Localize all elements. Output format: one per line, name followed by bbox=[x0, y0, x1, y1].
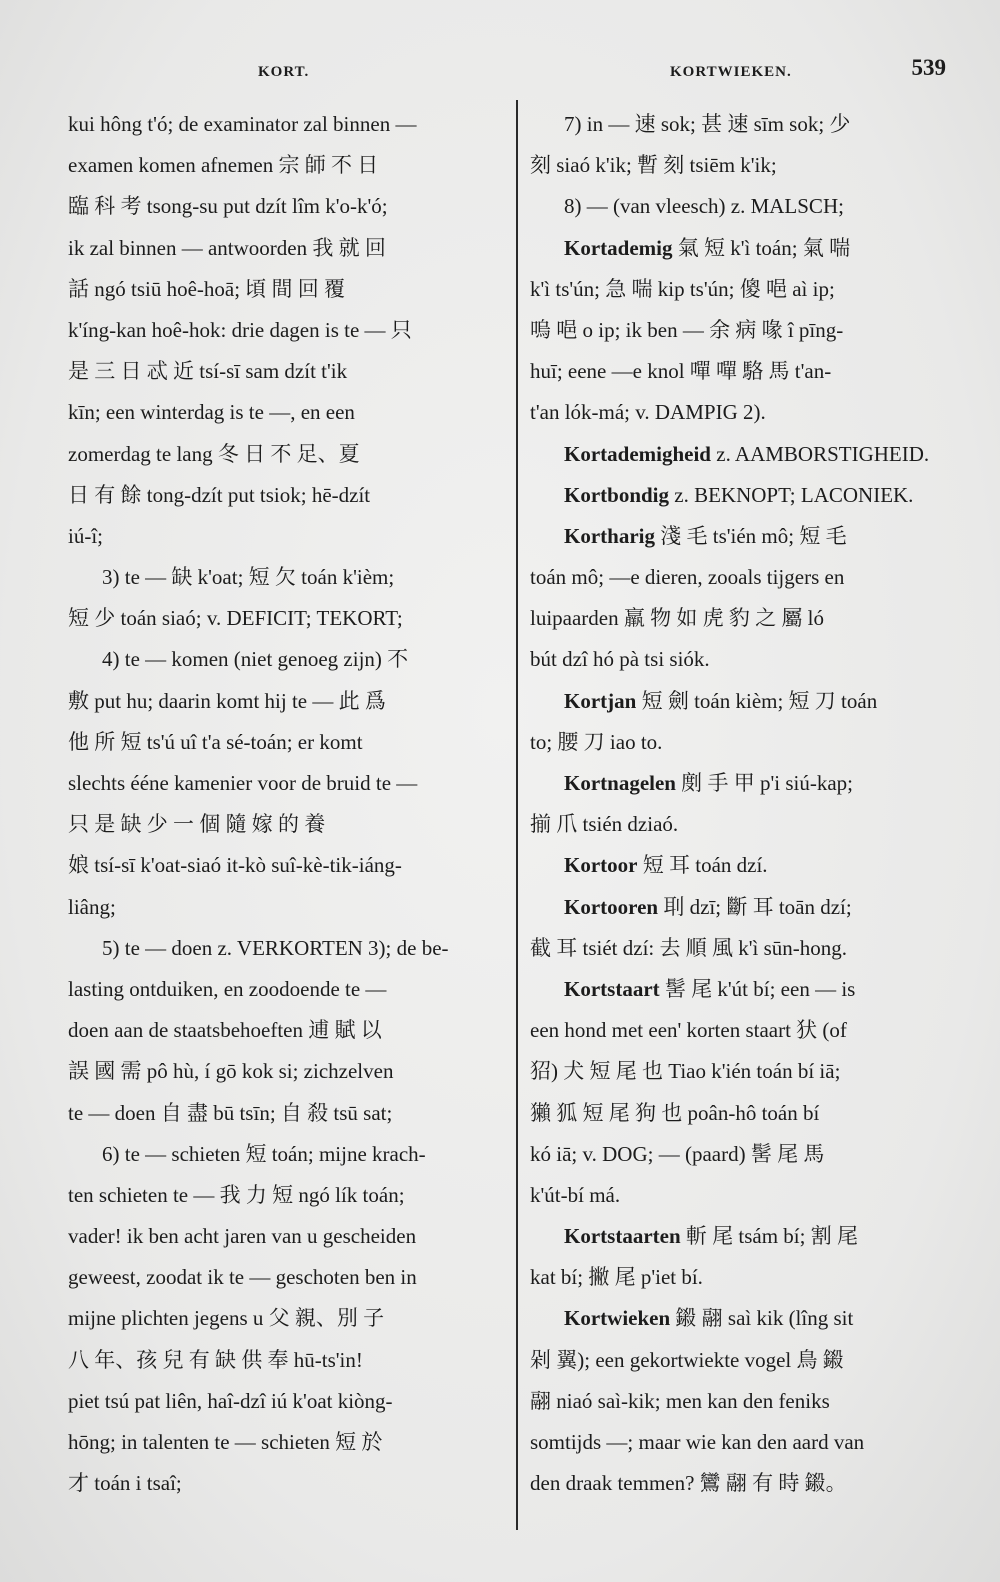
page-number: 539 bbox=[911, 55, 946, 80]
entry-text: z. AAMBORSTIGHEID. bbox=[711, 441, 930, 466]
entry-text: 氣 短 k'ì toán; 氣 喘 bbox=[672, 235, 851, 260]
text-line: 8) — (van vleesch) z. MALSCH; bbox=[564, 194, 844, 219]
text-line: bút dzî hó pà tsi siók. bbox=[530, 647, 710, 672]
text-line: 臨 科 考 tsong-su put dzít lîm k'o-k'ó; bbox=[68, 194, 388, 219]
entry-text: 斬 尾 tsám bí; 割 尾 bbox=[680, 1224, 858, 1249]
text-line: ten schieten te — 我 力 短 ngó lík toán; bbox=[68, 1182, 405, 1207]
text-line: hōng; in talenten te — schieten 短 於 bbox=[68, 1430, 383, 1454]
text-line: kat bí; 撇 尾 p'iet bí. bbox=[530, 1265, 703, 1290]
text-line bbox=[530, 845, 958, 886]
text-line: 誤 國 需 pô hù, í gō kok si; zichzelven bbox=[68, 1059, 394, 1084]
text-line: kó iā; v. DOG; — (paard) 髺 尾 馬 bbox=[530, 1141, 825, 1166]
text-line bbox=[530, 516, 958, 557]
text-line bbox=[530, 228, 958, 269]
text-line: 5) te — doen z. VERKORTEN 3); de be- bbox=[102, 935, 449, 960]
headword: Kortooren bbox=[564, 894, 659, 919]
headword: Kortstaarten bbox=[564, 1224, 681, 1249]
headword: Kortwieken bbox=[564, 1306, 671, 1331]
text-line: t'an lók-má; v. DAMPIG 2). bbox=[530, 400, 766, 425]
text-line: liâng; bbox=[68, 894, 116, 919]
text-line: 剁 翼); een gekortwiekte vogel 鳥 鎩 bbox=[530, 1347, 844, 1372]
text-line: kīn; een winterdag is te —, en een bbox=[68, 400, 355, 425]
text-line: 揃 爪 tsién dziaó. bbox=[530, 812, 679, 837]
text-line: den draak temmen? 鸞 翮 有 時 鎩。 bbox=[530, 1471, 847, 1496]
headword: Kortnagelen bbox=[564, 771, 676, 795]
text-line: vader! ik ben acht jaren van u gescheiden bbox=[68, 1224, 417, 1249]
text-line bbox=[530, 887, 958, 928]
text-line: slechts ééne kamenier voor de bruid te — bbox=[68, 771, 418, 795]
text-line: toán mô; —e dieren, zooals tijgers en bbox=[530, 565, 845, 590]
text-line bbox=[530, 434, 958, 475]
text-line: somtijds —; maar wie kan den aard van bbox=[530, 1430, 865, 1454]
text-line: 6) te — schieten 短 toán; mijne krach- bbox=[102, 1141, 426, 1166]
text-line: 才 toán i tsaî; bbox=[68, 1471, 182, 1496]
running-head bbox=[60, 50, 960, 90]
text-line: k'ì ts'ún; 急 喘 kip ts'ún; 傻 唈 aì ip; bbox=[530, 276, 835, 301]
headword: Kortjan bbox=[564, 688, 637, 713]
entry-text: 短 耳 toán dzí. bbox=[637, 853, 768, 878]
entry-text: 短 劍 toán kièm; 短 刀 toán bbox=[636, 688, 878, 713]
right-column bbox=[530, 104, 958, 1504]
entry-text: 髺 尾 k'út bí; een — is bbox=[659, 976, 856, 1001]
text-line: 日 有 餘 tong-dzít put tsiok; hē-dzít bbox=[68, 482, 371, 507]
text-line: 獺 狐 短 尾 狗 也 poân-hô toán bí bbox=[530, 1100, 820, 1125]
headword: Kortstaart bbox=[564, 976, 660, 1001]
text-line: ik zal binnen — antwoorden 我 就 回 bbox=[68, 235, 386, 260]
text-line: te — doen 自 盡 bū tsīn; 自 殺 tsū sat; bbox=[68, 1100, 393, 1125]
text-line: k'út-bí má. bbox=[530, 1182, 621, 1207]
headword: Kortoor bbox=[564, 853, 638, 878]
text-line: 嗚 唈 o ip; ik ben — 余 病 喙 î pīng- bbox=[530, 317, 844, 342]
text-line bbox=[530, 1298, 958, 1339]
text-line: 他 所 短 ts'ú uî t'a sé-toán; er komt bbox=[68, 729, 363, 754]
headword: Kortademig bbox=[564, 235, 673, 260]
header-center-word: KORTWIEKEN. bbox=[670, 64, 792, 80]
header-left-word: KORT. bbox=[258, 64, 310, 80]
text-line: 4) te — komen (niet genoeg zijn) 不 bbox=[102, 647, 409, 672]
text-line: luipaarden 羸 物 如 虎 豹 之 屬 ló bbox=[530, 606, 824, 631]
text-line: lasting ontduiken, en zoodoende te — bbox=[68, 976, 387, 1001]
text-line: to; 腰 刀 iao to. bbox=[530, 729, 663, 754]
text-line bbox=[530, 475, 958, 516]
headword: Kortbondig bbox=[564, 482, 670, 507]
text-line: iú-î; bbox=[68, 523, 103, 548]
entry-text: 刵 dzī; 斷 耳 toān dzí; bbox=[658, 894, 852, 919]
text-line: piet tsú pat liên, haî-dzî iú k'oat kiòng- bbox=[68, 1388, 393, 1413]
text-line: 八 年、孩 兒 有 缺 供 奉 hū-ts'in! bbox=[68, 1347, 363, 1372]
text-line: doen aan de staatsbehoeften 逋 賦 以 bbox=[68, 1018, 382, 1043]
text-line bbox=[530, 681, 958, 722]
text-line: 刻 siaó k'ik; 暫 刻 tsiēm k'ik; bbox=[530, 153, 777, 178]
text-line: 3) te — 缺 k'oat; 短 欠 toán k'ièm; bbox=[102, 565, 395, 590]
text-line bbox=[530, 1216, 958, 1257]
text-line: geweest, zoodat ik te — geschoten ben in bbox=[68, 1265, 417, 1290]
text-line: mijne plichten jegens u 父 親、別 子 bbox=[68, 1306, 385, 1331]
text-line: 截 耳 tsiét dzí: 去 順 風 k'ì sūn-hong. bbox=[530, 935, 848, 960]
text-line: 7) in — 速 sok; 甚 速 sīm sok; 少 bbox=[564, 112, 851, 136]
headword: Kortharig bbox=[564, 523, 655, 548]
text-line: 㹦) 犬 短 尾 也 Tiao k'ién toán bí iā; bbox=[530, 1059, 841, 1084]
column-divider bbox=[516, 100, 518, 1530]
text-line: 短 少 toán siaó; v. DEFICIT; TEKORT; bbox=[68, 606, 403, 631]
text-line: zomerdag te lang 冬 日 不 足、夏 bbox=[68, 441, 360, 466]
text-line: huī; eene —e knol 嘽 嘽 駱 馬 t'an- bbox=[530, 359, 832, 384]
text-line: k'íng-kan hoê-hok: drie dagen is te — 只 bbox=[68, 317, 412, 342]
text-line bbox=[530, 763, 958, 804]
entry-text: 剫 手 甲 p'i siú-kap; bbox=[675, 771, 854, 795]
text-line: 敷 put hu; daarin komt hij te — 此 爲 bbox=[68, 688, 386, 713]
headword: Kortademigheid bbox=[564, 441, 711, 466]
text-line bbox=[530, 969, 958, 1010]
entry-text: 鎩 翮 saì kik (lîng sit bbox=[670, 1306, 854, 1331]
text-line: 翮 niaó saì-kik; men kan den feniks bbox=[530, 1388, 830, 1413]
text-line: een hond met een' korten staart 犾 (of bbox=[530, 1018, 847, 1043]
text-line: kui hông t'ó; de examinator zal binnen — bbox=[68, 112, 417, 136]
left-column bbox=[68, 104, 508, 1504]
text-line: examen komen afnemen 宗 師 不 日 bbox=[68, 153, 379, 178]
text-line: 話 ngó tsiū hoê-hoā; 頃 間 回 覆 bbox=[68, 276, 346, 301]
text-line: 只 是 缺 少 一 個 隨 嫁 的 養 bbox=[68, 812, 326, 837]
entry-text: z. BEKNOPT; LACONIEK. bbox=[669, 482, 914, 507]
text-line: 是 三 日 忒 近 tsí-sī sam dzít t'ik bbox=[68, 359, 348, 384]
entry-text: 淺 毛 ts'ién mô; 短 毛 bbox=[654, 523, 847, 548]
text-line: 娘 tsí-sī k'oat-siaó it-kò suî-kè-tik-iáng- bbox=[68, 853, 402, 878]
